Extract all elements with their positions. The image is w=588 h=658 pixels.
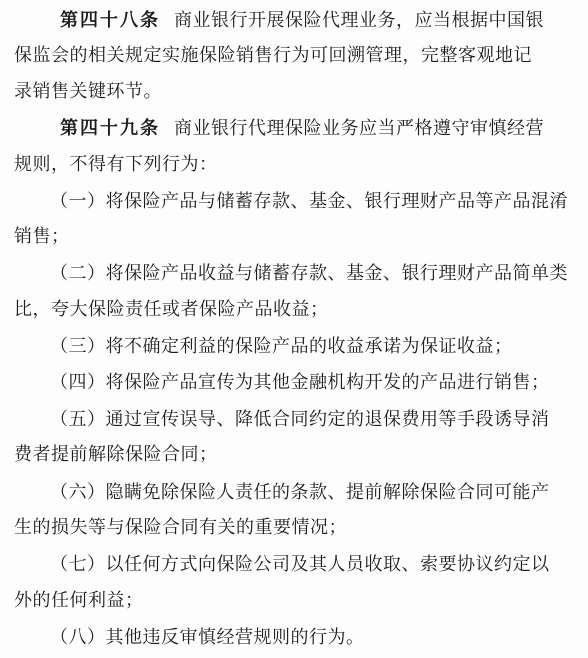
article-49-text-line-1: 商业银行代理保险业务应当严格遵守审慎经营: [174, 118, 544, 139]
item-5-line-1: （五）通过宣传误导、降低合同约定的退保费用等手段诱导消: [50, 409, 550, 430]
item-1-line-2: 销售；: [14, 226, 70, 247]
item-4-line-1: （四）将保险产品宣传为其他金融机构开发的产品进行销售；: [50, 372, 550, 393]
item-2-line-2: 比，夸大保险责任或者保险产品收益；: [14, 299, 329, 320]
item-3-line-1: （三）将不确定利益的保险产品的收益承诺为保证收益；: [50, 336, 513, 357]
item-7-line-1: （七）以任何方式向保险公司及其人员收取、索要协议约定以: [50, 554, 550, 575]
item-2-line-1: （二）将保险产品收益与储蓄存款、基金、银行理财产品简单类: [50, 263, 568, 284]
article-48-text-line-1: 商业银行开展保险代理业务，应当根据中国银: [174, 10, 544, 31]
article-48-first-line: [60, 10, 544, 32]
item-6-line-2: 生的损失等与保险合同有关的重要情况；: [14, 517, 347, 538]
item-6-line-1: （六）隐瞒免除保险人责任的条款、提前解除保险合同可能产: [50, 482, 550, 503]
article-48-heading: 第四十八条: [60, 10, 160, 31]
article-48-text-line-3: 录销售关键环节。: [14, 81, 162, 102]
item-1-line-1: （一）将保险产品与储蓄存款、基金、银行理财产品等产品混淆: [50, 191, 568, 212]
article-48-text-line-2: 保监会的相关规定实施保险销售行为可回溯管理，完整客观地记: [14, 45, 532, 66]
article-49-text-line-2: 规则，不得有下列行为：: [14, 154, 218, 175]
item-5-line-2: 费者提前解除保险合同；: [14, 444, 218, 465]
item-8-line-1: （八）其他违反审慎经营规则的行为。: [50, 627, 365, 648]
item-7-line-2: 外的任何利益；: [14, 590, 144, 611]
article-49-first-line: [60, 118, 544, 140]
article-49-heading: 第四十九条: [60, 118, 160, 139]
